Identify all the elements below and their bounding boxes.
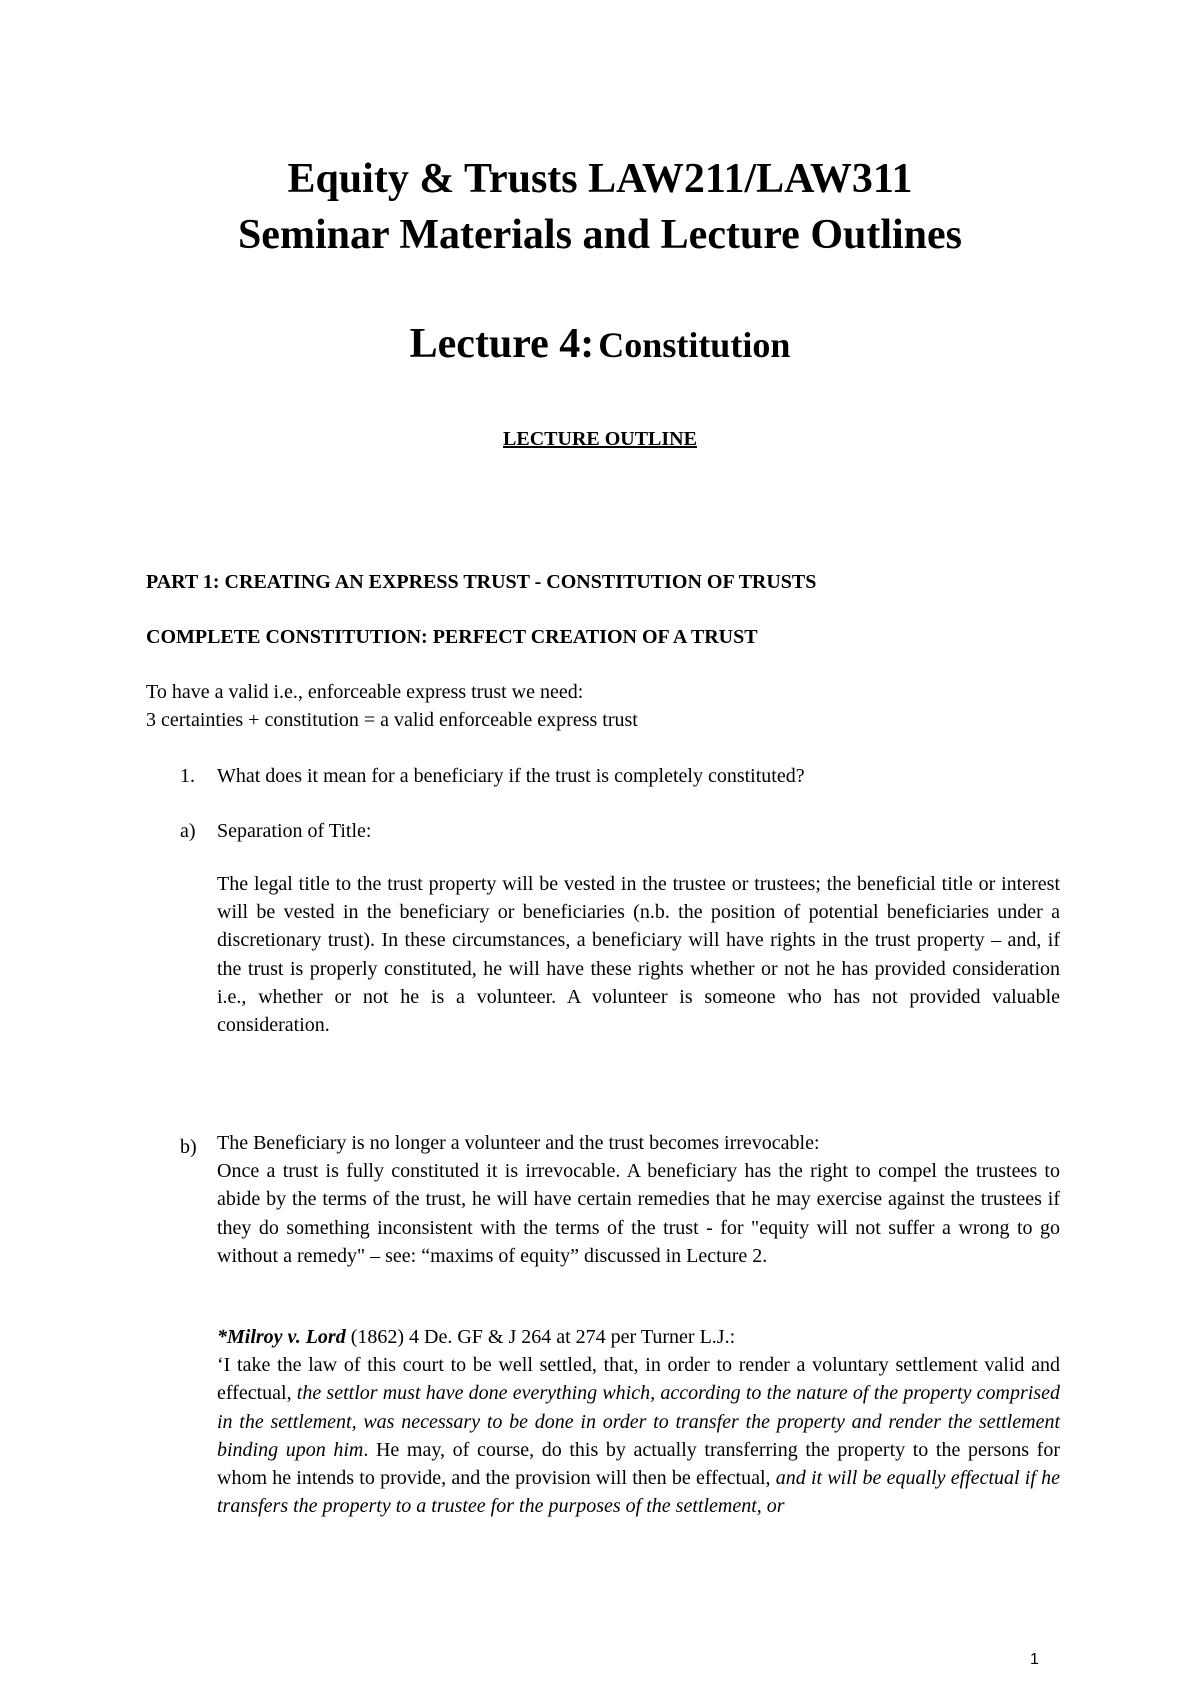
lecture-title xyxy=(0,323,1200,365)
item-a-heading: Separation of Title: xyxy=(217,820,372,842)
case-name: *Milroy v. Lord xyxy=(217,1326,346,1348)
list-marker-b-text: b) xyxy=(180,1136,197,1158)
outline-label: LECTURE OUTLINE xyxy=(503,428,697,450)
lecture-topic: Constitution xyxy=(598,325,791,365)
intro-line-2: 3 certainties + constitution = a valid enforceable express trust xyxy=(146,709,638,731)
list-number-1: 1. xyxy=(180,765,195,787)
intro-line-1: To have a valid i.e., enforceable express trust we need: xyxy=(146,681,584,703)
case-reference: (1862) 4 De. GF & J 264 at 274 per Turner L.J.: xyxy=(345,1326,736,1348)
case-citation xyxy=(217,1323,1060,1351)
list-marker-b xyxy=(180,1137,197,1157)
quote-part-3: . He may, of course, do this by actually transferring the property to the persons for whom he intends to provide, and the provision will then be effectual, xyxy=(217,1438,1060,1490)
list-marker-a: a) xyxy=(180,820,196,842)
item-a-paragraph-text: The legal title to the trust property will be vested in the trustee or trustees; the beneficial title or interest will be vested in the beneficiary or beneficiaries (n.b. the position of potential beneficiaries under a discretionary trust). In these circumstances, a beneficiary will have rights in the trust property – and, if the trust is properly constituted, he will have these rights whether or not he has provided consideration i.e., whether or not he is a volunteer. A volunteer is someone who has not provided valuable consideration. xyxy=(217,873,1060,1037)
lecture-label: Lecture 4: xyxy=(409,321,595,367)
quote-part-1: ‘I take the law of this court to be well settled, that, in order to render a voluntary settlement valid and effectual, xyxy=(217,1354,1060,1405)
document-title-line1: Equity & Trusts LAW211/LAW311 xyxy=(287,156,913,202)
case-quote xyxy=(217,1351,1060,1520)
document-title-line2: Seminar Materials and Lecture Outlines xyxy=(237,212,963,258)
question-1-text: What does it mean for a beneficiary if the trust is completely constituted? xyxy=(217,765,805,787)
quote-part-4: and it will be equally effectual if he transfers the property to a trustee for the purposes of the settlement, or xyxy=(217,1467,1061,1518)
item-a-paragraph xyxy=(217,870,1060,1039)
quote-part-2: the settlor must have done everything which, according to the nature of the property comprised in the settlement, was necessary to be done in order to transfer the property and render the settlement binding upon him xyxy=(217,1382,1060,1461)
item-b-block xyxy=(217,1129,1060,1270)
sub-heading: COMPLETE CONSTITUTION: PERFECT CREATION OF A TRUST xyxy=(146,626,758,648)
item-b-paragraph: Once a trust is fully constituted it is irrevocable. A beneficiary has the right to compel the trustees to abide by the terms of the trust, he will have certain remedies that he may exercise against the trustees if they do something inconsistent with the terms of the trust - for "equity will not suffer a wrong to go without a remedy" – see: “maxims of equity” discussed in Lecture 2. xyxy=(217,1160,1060,1267)
page-number: 1 xyxy=(1030,1651,1039,1668)
case-citation-block xyxy=(217,1323,1060,1520)
item-b-heading: The Beneficiary is no longer a volunteer and the trust becomes irrevocable: xyxy=(217,1132,820,1154)
part-heading: PART 1: CREATING AN EXPRESS TRUST - CONSTITUTION OF TRUSTS xyxy=(146,571,817,593)
